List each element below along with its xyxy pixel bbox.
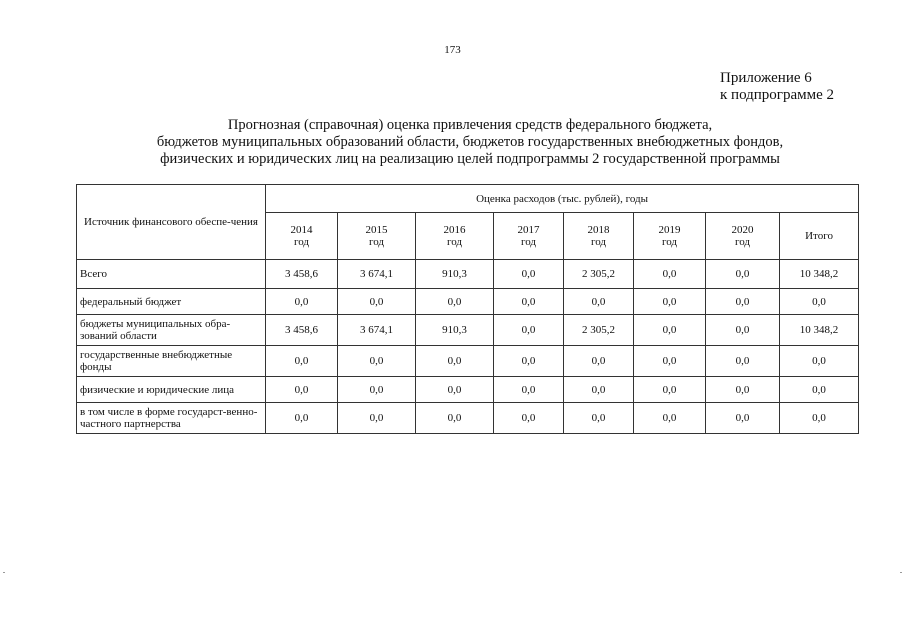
value-cell: 3 458,6 [266,315,338,346]
value-cell: 0,0 [706,289,780,315]
year-unit: год [293,236,310,248]
value-cell: 0,0 [706,377,780,403]
year-label: 2020 [731,224,754,236]
year-label: 2015 [365,224,388,236]
year-label: 2017 [517,224,540,236]
row-label: федеральный бюджет [77,289,266,315]
value-cell: 0,0 [706,315,780,346]
title-line-1: Прогнозная (справочная) оценка привлечения средств федерального бюджета, [227,117,713,133]
table-row [77,403,859,434]
appendix-note [720,70,834,104]
scan-mark-left [3,572,5,573]
value-cell: 910,3 [416,260,494,289]
value-cell: 0,0 [706,346,780,377]
row-label: в том числе в форме государст-венно-частного партнерства [77,403,266,434]
value-cell: 0,0 [564,289,634,315]
year-header [494,213,564,260]
value-cell: 0,0 [564,403,634,434]
year-header [416,213,494,260]
value-cell: 0,0 [266,346,338,377]
value-cell: 0,0 [634,289,706,315]
value-cell: 910,3 [416,315,494,346]
year-unit: год [590,236,607,248]
value-cell: 0,0 [416,346,494,377]
financing-table [76,184,859,434]
value-cell: 2 305,2 [564,260,634,289]
value-cell: 0,0 [416,403,494,434]
title-line-2: бюджетов муниципальных образований области, бюджетов государственных внебюджетных фондов, [156,134,784,150]
year-header [706,213,780,260]
value-cell: 0,0 [706,403,780,434]
value-cell: 3 674,1 [338,315,416,346]
page-number: 173 [444,44,461,56]
total-cell: 10 348,2 [780,315,859,346]
value-cell: 2 305,2 [564,315,634,346]
value-cell: 0,0 [634,260,706,289]
appendix-line-2: к подпрограмме 2 [720,87,834,103]
table-body [77,260,859,434]
total-cell: 0,0 [780,289,859,315]
year-unit: год [661,236,678,248]
value-cell: 0,0 [494,403,564,434]
year-header [634,213,706,260]
value-cell: 0,0 [494,315,564,346]
value-cell: 0,0 [416,377,494,403]
total-cell: 0,0 [780,403,859,434]
row-label: физические и юридические лица [77,377,266,403]
document-title [80,117,860,168]
year-header [564,213,634,260]
table-row [77,289,859,315]
value-cell: 0,0 [494,260,564,289]
total-cell: 10 348,2 [780,260,859,289]
table-row [77,260,859,289]
row-label: Всего [77,260,266,289]
value-cell: 0,0 [634,403,706,434]
source-column-header: Источник финансового обеспе-чения [77,185,266,260]
year-header [266,213,338,260]
year-label: 2014 [290,224,313,236]
value-cell: 0,0 [706,260,780,289]
value-cell: 3 674,1 [338,260,416,289]
value-cell: 0,0 [494,377,564,403]
expense-estimate-header: Оценка расходов (тыс. рублей), годы [266,185,859,213]
table-row [77,315,859,346]
year-header [338,213,416,260]
value-cell: 0,0 [416,289,494,315]
table-row [77,377,859,403]
year-label: 2018 [587,224,610,236]
year-unit: год [520,236,537,248]
value-cell: 0,0 [338,289,416,315]
year-label: 2016 [443,224,466,236]
value-cell: 0,0 [338,403,416,434]
title-line-3: физических и юридических лиц на реализацию целей подпрограммы 2 государственной программы [160,151,780,167]
value-cell: 3 458,6 [266,260,338,289]
year-label: 2019 [658,224,681,236]
value-cell: 0,0 [266,289,338,315]
year-unit: год [446,236,463,248]
row-label: бюджеты муниципальных обра-зований области [77,315,266,346]
value-cell: 0,0 [266,403,338,434]
row-label: государственные внебюджетные фонды [77,346,266,377]
year-unit: год [368,236,385,248]
value-cell: 0,0 [494,289,564,315]
value-cell: 0,0 [266,377,338,403]
value-cell: 0,0 [634,377,706,403]
scan-mark-right [900,572,902,573]
value-cell: 0,0 [634,315,706,346]
value-cell: 0,0 [634,346,706,377]
table-row [77,346,859,377]
value-cell: 0,0 [338,346,416,377]
total-cell: 0,0 [780,377,859,403]
value-cell: 0,0 [338,377,416,403]
value-cell: 0,0 [564,377,634,403]
appendix-line-1: Приложение 6 [720,70,812,86]
total-cell: 0,0 [780,346,859,377]
year-unit: год [734,236,751,248]
value-cell: 0,0 [564,346,634,377]
value-cell: 0,0 [494,346,564,377]
total-column-header: Итого [780,213,859,260]
